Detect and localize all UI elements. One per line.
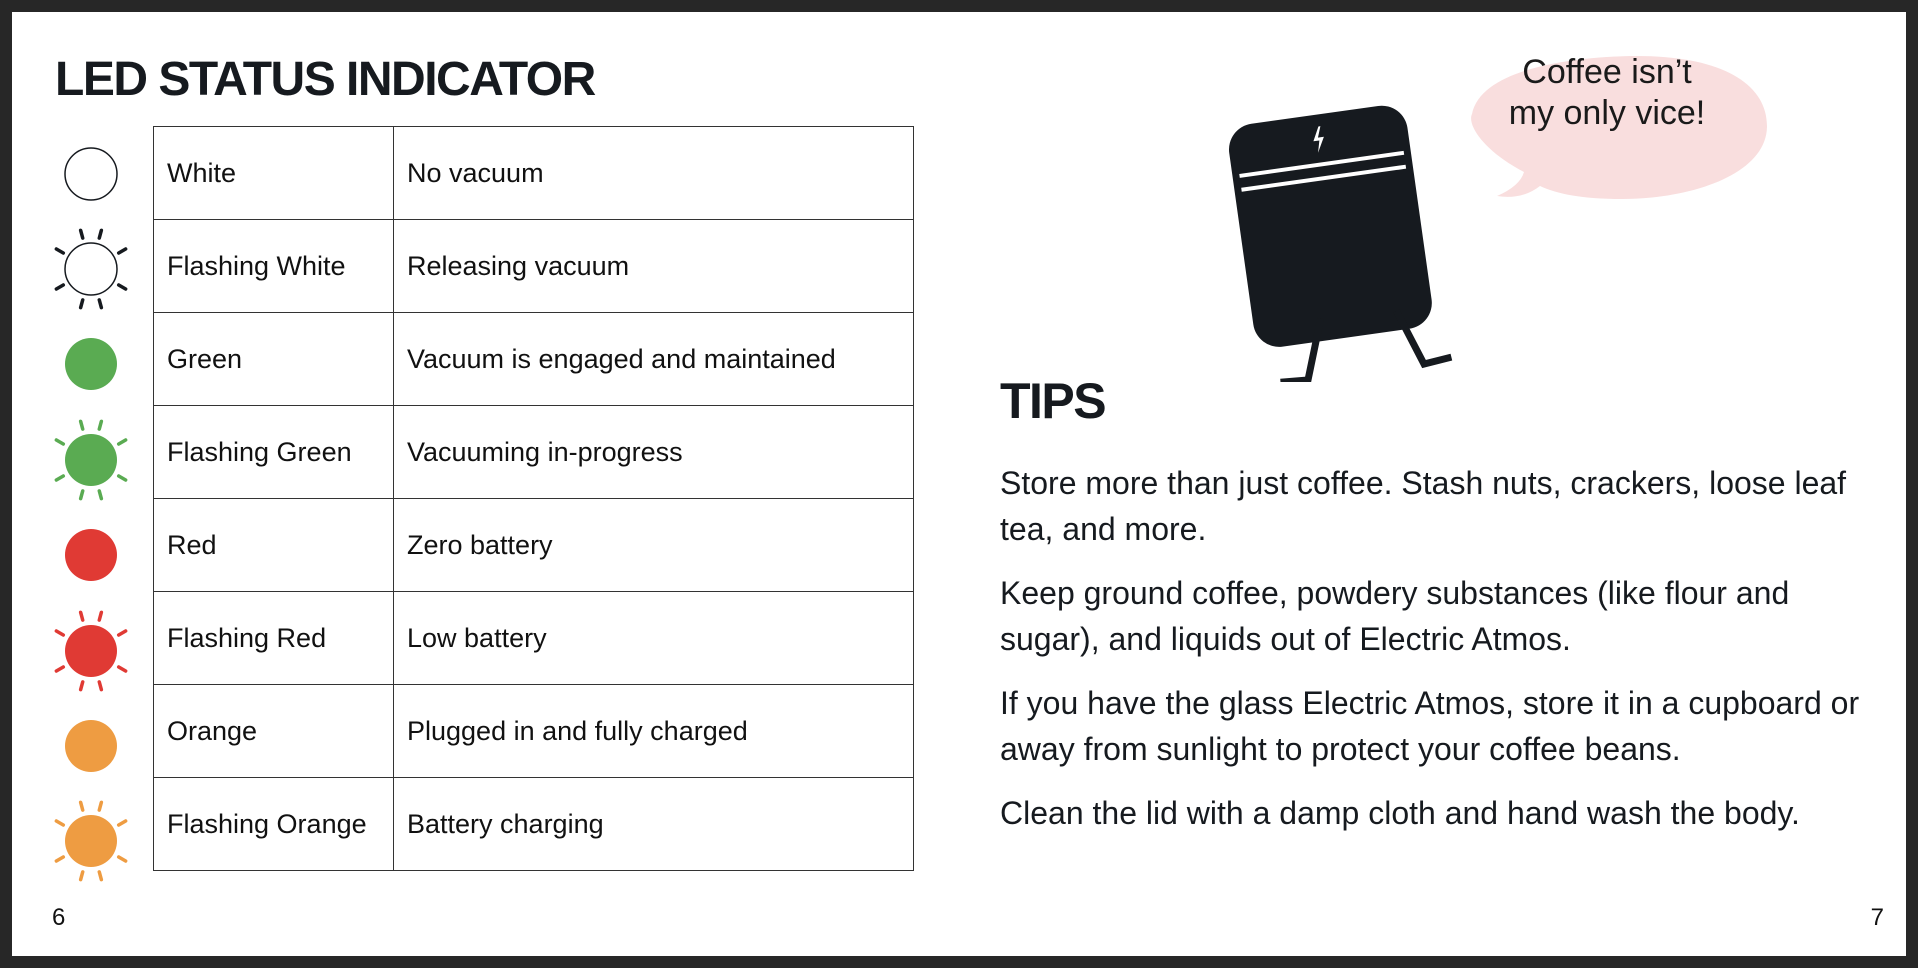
tip-paragraph: If you have the glass Electric Atmos, store it in a cupboard or away from sunlight to protect your coffee beans. — [1000, 685, 1860, 767]
led-meaning-cell: Vacuum is engaged and maintained — [394, 313, 914, 406]
tip-paragraph: Keep ground coffee, powdery substances (like flour and sugar), and liquids out of Electric Atmos. — [1000, 575, 1790, 657]
speech-line-2: my only vice! — [1508, 94, 1706, 132]
led-color-name-cell: Orange — [154, 685, 394, 778]
container-mascot-icon — [1222, 82, 1462, 382]
led-meaning-cell: Zero battery — [394, 499, 914, 592]
page-number-left: 6 — [52, 904, 66, 931]
led-color-name-cell: White — [154, 127, 394, 220]
flashing-white-led-icon — [49, 227, 133, 311]
led-meaning-cell: Plugged in and fully charged — [394, 685, 914, 778]
led-color-name-cell: Flashing White — [154, 220, 394, 313]
led-meaning-cell: Vacuuming in-progress — [394, 406, 914, 499]
led-table-row — [154, 778, 914, 871]
led-table-row — [154, 499, 914, 592]
speech-line-1: Coffee isn’t — [1522, 53, 1692, 91]
led-color-name-cell: Flashing Red — [154, 592, 394, 685]
led-table-row — [154, 313, 914, 406]
tips-section-title: TIPS — [1000, 373, 1106, 429]
tips-list — [1000, 460, 1880, 854]
led-color-name-cell: Green — [154, 313, 394, 406]
led-meaning-cell: Battery charging — [394, 778, 914, 871]
led-color-name-cell: Flashing Orange — [154, 778, 394, 871]
page-number-right: 7 — [1870, 904, 1884, 931]
led-meaning-cell: Releasing vacuum — [394, 220, 914, 313]
tip-paragraph: Store more than just coffee. Stash nuts, crackers, loose leaf tea, and more. — [1000, 465, 1847, 547]
led-table-row — [154, 406, 914, 499]
green-led-icon — [49, 322, 133, 406]
mascot-speech — [1457, 52, 1757, 134]
led-table-row — [154, 220, 914, 313]
led-color-name-cell: Flashing Green — [154, 406, 394, 499]
led-meaning-cell: Low battery — [394, 592, 914, 685]
tip-paragraph: Clean the lid with a damp cloth and hand wash the body. — [1000, 795, 1800, 831]
manual-spread — [12, 12, 1906, 956]
led-meaning-cell: No vacuum — [394, 127, 914, 220]
led-color-name-cell: Red — [154, 499, 394, 592]
led-table-row — [154, 127, 914, 220]
flashing-orange-led-icon — [49, 799, 133, 883]
flashing-red-led-icon — [49, 609, 133, 693]
led-section-title: LED STATUS INDICATOR — [55, 53, 595, 106]
led-icon-column — [36, 126, 146, 889]
flashing-green-led-icon — [49, 418, 133, 502]
led-status-table — [153, 126, 914, 871]
orange-led-icon — [49, 704, 133, 788]
white-led-icon — [49, 132, 133, 216]
led-table-row — [154, 592, 914, 685]
led-table-row — [154, 685, 914, 778]
red-led-icon — [49, 513, 133, 597]
